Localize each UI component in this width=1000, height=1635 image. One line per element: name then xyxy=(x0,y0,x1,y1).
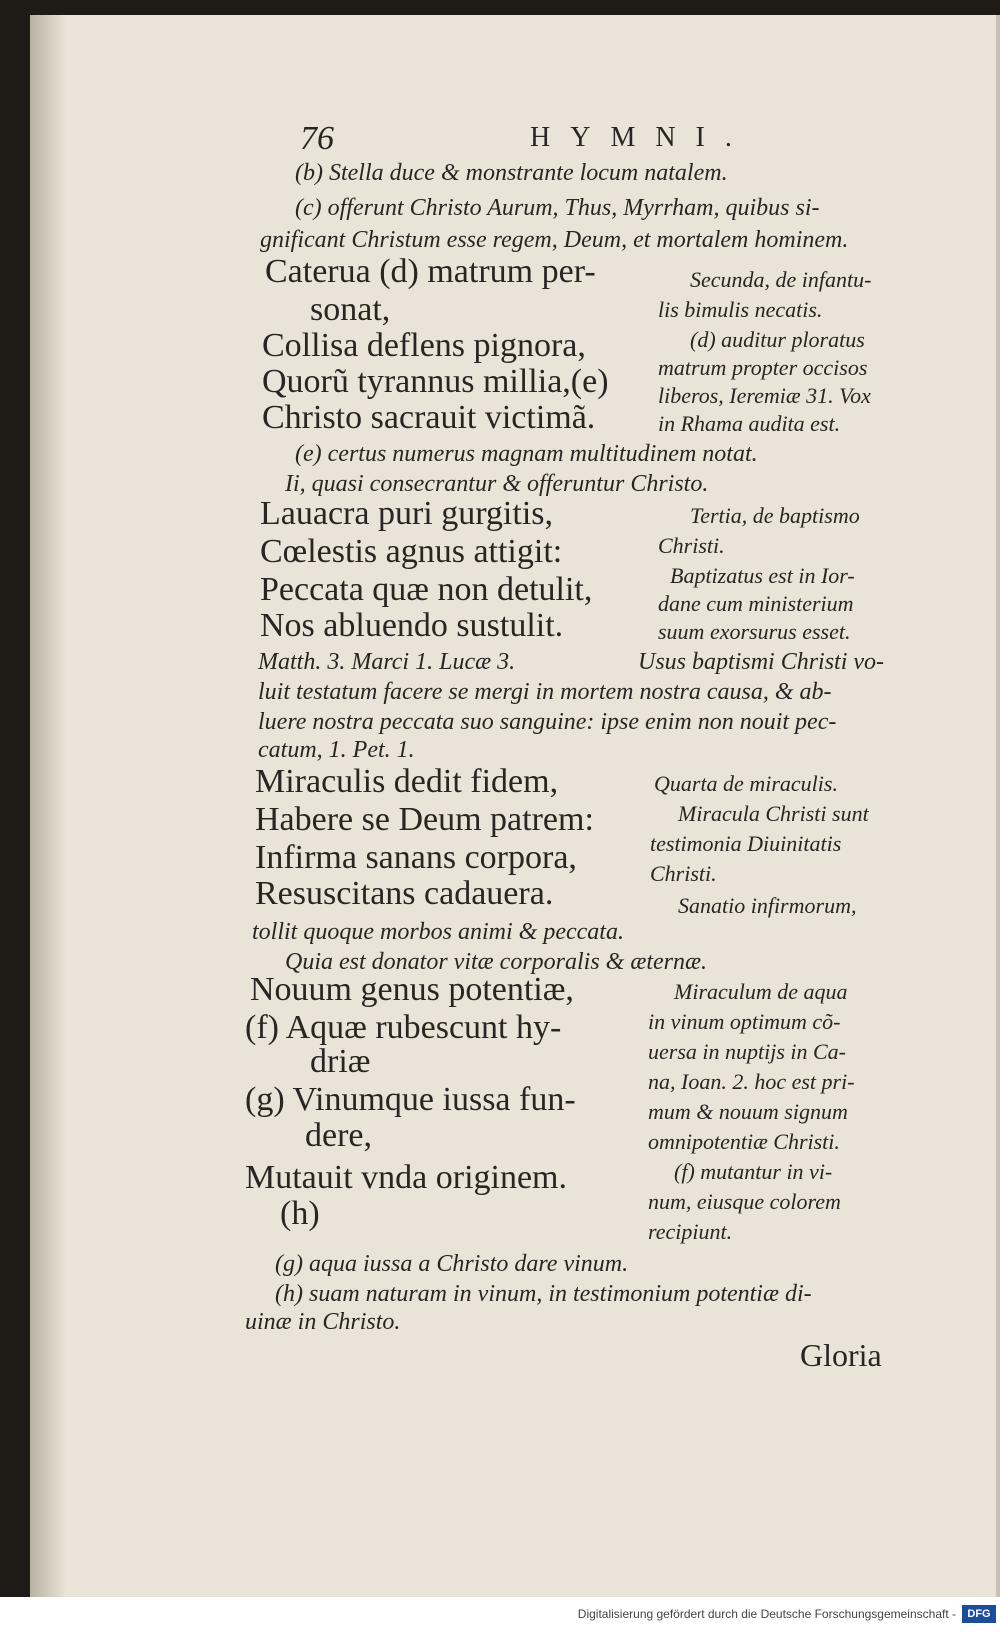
note-line: gnificant Christum esse regem, Deum, et mortalem hominem. xyxy=(260,227,849,253)
marginal-note: (f) mutantur in vi- xyxy=(674,1159,833,1184)
marginal-note: Miracula Christi sunt xyxy=(678,801,869,826)
marginal-note: Christi. xyxy=(658,533,725,558)
verse-line: Caterua (d) matrum per- xyxy=(265,253,596,290)
verse-line: Infirma sanans corpora, xyxy=(255,839,577,876)
note-line: Usus baptismi Christi vo- xyxy=(638,649,885,675)
verse-line: Mutauit vnda originem. xyxy=(245,1159,568,1196)
marginal-note: testimonia Diuinitatis xyxy=(650,831,842,856)
verse-line: Christo sacrauit victimã. xyxy=(262,399,596,436)
marginal-note: Tertia, de baptismo xyxy=(690,503,860,528)
verse-line: Cœlestis agnus attigit: xyxy=(260,533,563,570)
book-page xyxy=(30,15,1000,1597)
verse-line: driæ xyxy=(310,1043,371,1080)
marginal-note: in Rhama audita est. xyxy=(658,411,841,436)
verse-line: (g) Vinumque iussa fun- xyxy=(245,1081,576,1118)
note-line: catum, 1. Pet. 1. xyxy=(258,737,415,763)
note-line: luere nostra peccata suo sanguine: ipse enim non nouit pec- xyxy=(258,709,837,735)
marginal-note: Baptizatus est in Ior- xyxy=(670,563,855,588)
dfg-logo-icon: DFG xyxy=(962,1605,996,1623)
marginal-note: in vinum optimum cõ- xyxy=(648,1009,841,1034)
verse-line: Peccata quæ non detulit, xyxy=(260,571,593,608)
marginal-note: Sanatio infirmorum, xyxy=(678,893,857,918)
marginal-note: Christi. xyxy=(650,861,717,886)
verse-line: dere, xyxy=(305,1117,373,1154)
verse-line: Resuscitans cadauera. xyxy=(255,875,554,912)
marginal-note: num, eiusque colorem xyxy=(648,1189,841,1214)
marginal-note: recipiunt. xyxy=(648,1219,733,1244)
verse-line: Nos abluendo sustulit. xyxy=(260,607,564,644)
verse-line: Lauacra puri gurgitis, xyxy=(260,495,554,532)
verse-line: Quorũ tyrannus millia,(e) xyxy=(262,363,609,400)
note-line: (g) aqua iussa a Christo dare vinum. xyxy=(275,1251,629,1277)
marginal-note: omnipotentiæ Christi. xyxy=(648,1129,840,1154)
marginal-note: uersa in nuptijs in Ca- xyxy=(648,1039,847,1064)
marginal-note: Miraculum de aqua xyxy=(674,979,848,1004)
verse-line: Collisa deflens pignora, xyxy=(262,327,586,364)
note-line: (h) suam naturam in vinum, in testimonium potentiæ di- xyxy=(275,1281,812,1307)
marginal-note: mum & nouum signum xyxy=(648,1099,848,1124)
marginal-note: matrum propter occisos xyxy=(658,355,868,380)
note-line: (b) Stella duce & monstrante locum natalem. xyxy=(295,160,728,186)
verse-line: Habere se Deum patrem: xyxy=(255,801,594,838)
marginal-note: suum exorsurus esset. xyxy=(658,619,851,644)
marginal-note: liberos, Ieremiæ 31. Vox xyxy=(658,383,871,408)
running-title: HYMNI. xyxy=(530,122,752,153)
verse-line: Nouum genus potentiæ, xyxy=(250,971,574,1008)
note-line: Ii, quasi consecrantur & offeruntur Christo. xyxy=(285,471,709,497)
digitization-footer xyxy=(0,1597,1000,1635)
verse-line: sonat, xyxy=(310,291,391,328)
note-line: Quia est donator vitæ corporalis & æternæ. xyxy=(285,949,708,975)
note-line: uinæ in Christo. xyxy=(245,1309,401,1335)
marginal-note: dane cum ministerium xyxy=(658,591,854,616)
catchword: Gloria xyxy=(800,1337,882,1373)
marginal-note: lis bimulis necatis. xyxy=(658,297,823,322)
marginal-note: (d) auditur ploratus xyxy=(690,327,865,352)
gutter-shadow xyxy=(30,15,66,1597)
footer-credit: Digitalisierung gefördert durch die Deutsche Forschungsgemeinschaft - xyxy=(577,1607,956,1621)
page-number: 76 xyxy=(300,120,334,157)
verse-line: (h) xyxy=(280,1195,320,1232)
note-line: (e) certus numerus magnam multitudinem notat. xyxy=(295,441,758,467)
note-line: Matth. 3. Marci 1. Lucæ 3. xyxy=(258,649,516,675)
verse-line: Miraculis dedit fidem, xyxy=(255,763,559,800)
note-line: (c) offerunt Christo Aurum, Thus, Myrrham, quibus si- xyxy=(295,195,820,221)
marginal-note: Secunda, de infantu- xyxy=(690,267,872,292)
note-line: tollit quoque morbos animi & peccata. xyxy=(252,919,624,945)
marginal-note: Quarta de miraculis. xyxy=(654,771,838,796)
note-line: luit testatum facere se mergi in mortem nostra causa, & ab- xyxy=(258,679,832,705)
marginal-note: na, Ioan. 2. hoc est pri- xyxy=(648,1069,855,1094)
verse-line: (f) Aquæ rubescunt hy- xyxy=(245,1009,562,1046)
